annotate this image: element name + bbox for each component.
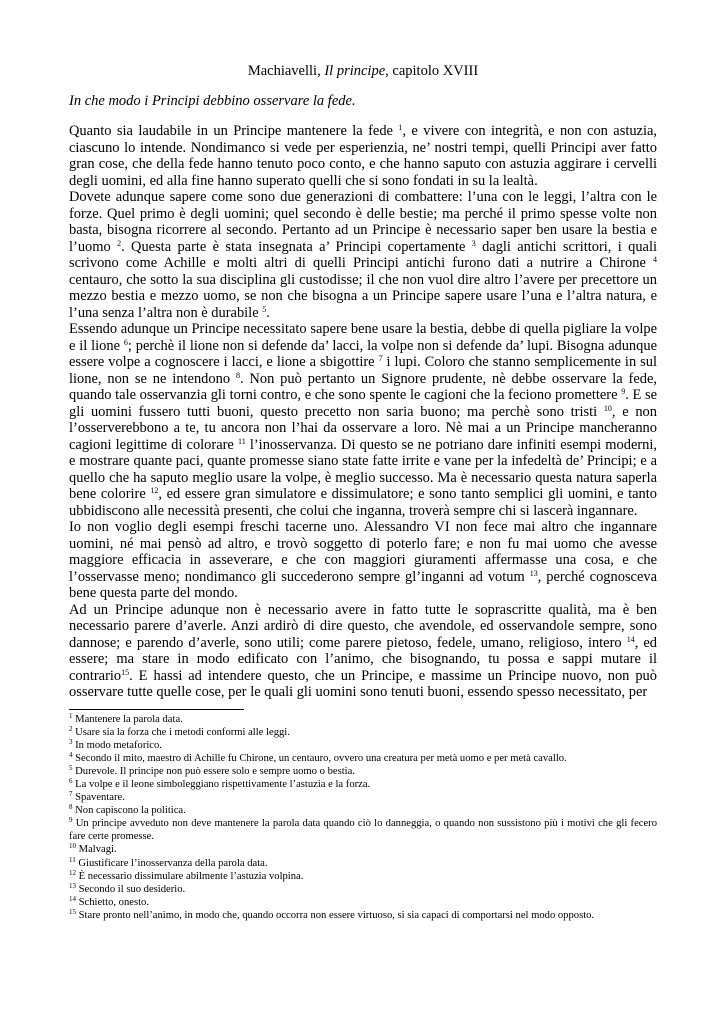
footnote-reference: 9 [621,387,626,396]
footnote-text: Malvagi. [76,844,117,856]
footnote-number: 10 [69,842,76,851]
footnote-reference: 11 [238,436,246,446]
document-page [69,62,657,922]
footnote-number: 7 [69,790,73,799]
footnote-text: Mantenere la parola data. [72,713,183,725]
paragraph [69,189,657,321]
paragraph [69,519,657,602]
title-work: Il principe [324,63,386,79]
footnote [69,752,657,765]
footnote-number: 12 [69,868,76,877]
footnote-text: Schietto, onesto. [76,896,149,908]
footnote-number: 6 [69,776,73,785]
footnote-text: Stare pronto nell’animo, in modo che, quando occorra non essere virtuoso, si sia capaci di comportarsi nel modo opposto. [76,909,595,921]
text-run: Ad un Principe adunque non è necessario avere in fatto tutte le soprascritte qualità, ma è ben necessario parere d’averle. Anzi ardirò di dire questo, che avendole, ed osservandole sempre, sono dannose; e parendo d’averle, sono utili; come parere pietoso, fedele, umano, religioso, intero [69,601,657,651]
footnote-text: Secondo il mito, maestro di Achille fu Chirone, un centauro, ovvero una creatura per metà uomo e per metà cavallo. [72,752,567,764]
footnote-reference: 14 [626,634,635,644]
footnote [69,778,657,791]
footnote-reference: 5 [262,304,267,314]
footnote-reference: 1 [398,123,403,132]
footnotes [69,713,657,923]
footnote-reference: 15 [121,667,130,677]
footnote-text: Durevole. Il principe non può essere solo e sempre uomo o bestia. [72,765,355,777]
text-run: dagli antichi scrittori, i quali scrivono come Achille e molti altri di quelli Principi antichi furono dati a nutrire a Chirone [69,238,657,271]
footnote-number: 1 [69,711,73,720]
footnote [69,857,657,870]
footnote-text: Usare sia la forza che i metodi conformi alle leggi. [72,726,290,738]
text-run: , ed essere gran simulatore e dissimulatore; e sono tanto semplici gli uomini, e tanto ubbidiscono alle necessità presenti, che colui che inganna, troverà sempre chi si lascerà ingannare. [69,486,657,519]
footnote [69,870,657,883]
footnote [69,804,657,817]
footnote-reference: 2 [117,238,122,248]
text-run: . Questa parte è stata insegnata a’ Principi copertamente [121,238,472,255]
footnote-text: La volpe e il leone simboleggiano rispettivamente l’astuzia e la forza. [72,778,371,790]
title-chapter: , capitolo XVIII [385,63,479,79]
text-run: Dovete adunque sapere come sono due generazioni di combattere: l’una con le leggi, l’altra con le forze. Quel primo è degli uomini; quel secondo è delle bestie; ma perché il primo spesse volte non basta, bisogna ricorrere al secondo. Pertanto ad un Principe è necessario saper ben usare la bestia e l’uomo [69,189,657,255]
text-run: . [266,304,270,321]
footnote-reference: 8 [235,370,240,380]
footnote [69,765,657,778]
footnote-reference: 7 [378,354,383,363]
footnote-reference: 4 [653,255,657,264]
text-run: , perché cognosceva bene questa parte del mondo. [69,568,658,601]
footnote [69,739,657,752]
footnote [69,791,657,804]
footnote-number: 2 [69,724,73,733]
footnote-number: 3 [69,737,73,746]
footnote-separator [69,709,244,710]
text-run: ; perchè il lione non si defende da’ lacci, la volpe non si defende da’ lupi. Bisogna adunque essere volpe a cognoscere i lacci, e lione a sbigottire [69,337,657,370]
footnote-reference: 6 [123,337,128,347]
text-run: , ed essere; ma stare in modo edificato con l’animo, che bisognando, tu possa e sappi mutare il contrario [69,634,657,684]
title-author: Machiavelli, [247,63,325,79]
footnote-number: 13 [69,881,76,890]
footnote-reference: 13 [529,568,538,578]
footnote [69,896,657,909]
footnote-number: 11 [69,855,76,864]
footnote-reference: 10 [603,403,612,413]
footnote-number: 15 [69,907,76,916]
text-run: , e vivere con integrità, e non con astuzia, ciascuno lo intende. Nondimanco si vede per esperienzia, ne’ nostri tempi, quelli Principi aver fatto gran cose, che della fede hanno tenuto poco conto, e che hanno saputo con astuzia aggirare i cervelli degli uomini, ed alla fine hanno superato quelli che si sono fondati in su la lealtà. [69,123,657,189]
footnote-text: In modo metaforico. [72,739,162,751]
text-run: Io non voglio degli esempi freschi tacerne uno. Alessandro VI non fece mai altro che ingannare uomini, né mai pensò ad altro, e trovò soggetto di poterlo fare; e non fu mai uomo che avesse maggiore efficacia in asseverare, e che con maggiori giuramenti affermasse una cosa, e che l’osservasse meno; nondimanco gli succederono sempre gl’inganni ad votum [69,519,657,585]
body-text [69,123,657,701]
text-run: . E se gli uomini fussero tutti buoni, questo precetto non saria buono; ma perchè sono tristi [69,387,657,420]
paragraph [69,321,657,519]
footnote-number: 4 [69,750,73,759]
chapter-subtitle: In che modo i Principi debbino osservare la fede. [69,93,356,109]
footnote-reference: 12 [150,486,159,495]
text-run: . Non può pertanto un Signore prudente, nè debbe osservare la fede, quando tale osservanzia gli torni contro, e che sono spente le cagioni che la feciono promettere [69,370,658,403]
text-run: i lupi. Coloro che stanno semplicemente in sul lione, non se ne intendono [69,354,657,387]
text-run: centauro, che sotto la sua disciplina gli custodisse; il che non vuol dire altro l’avere per precettore un mezzo bestia e mezzo uomo, se non che bisogna a un Principe sapere usare l’una e l’altra natura, e l’una senza l’altra non è durabile [69,271,657,321]
footnote-number: 9 [69,816,73,825]
footnote-text: Non capiscono la politica. [72,805,186,817]
footnote [69,713,657,726]
text-run: , e non l’osserverebbono a te, tu ancora non l’hai da osservare a loro. Nè mai a un Principe mancheranno cagioni legittime di colorare [69,403,657,453]
footnote-number: 5 [69,763,73,772]
text-run: Quanto sia laudabile in un Principe mantenere la fede [69,123,399,139]
footnote-text: È necessario dissimulare abilmente l’astuzia volpina. [76,870,304,882]
paragraph [69,123,657,189]
footnote-text: Spaventare. [72,792,125,804]
document-title [69,62,657,80]
footnote [69,726,657,739]
footnote [69,909,657,922]
text-run: l’inosservanza. Di questo se ne potriano dare infiniti esempi moderni, e mostrare quante paci, quante promesse siano state fatte irrite e vane per la infedeltà de’ Principi; e a quello che ha saputo meglio usare la volpe, è meglio successo. Ma è necessario questa natura saperla bene colorire [69,436,657,502]
footnote-number: 14 [69,894,76,903]
paragraph [69,602,657,701]
text-run: Essendo adunque un Principe necessitato sapere bene usare la bestia, debbe di quella pigliare la volpe e il lione [69,321,657,354]
footnote-number: 8 [69,803,73,812]
footnote-text: Secondo il suo desiderio. [76,883,186,895]
footnote [69,843,657,856]
footnote-text: Giustificare l’inosservanza della parola data. [75,857,268,869]
footnote [69,883,657,896]
footnote [69,817,657,843]
text-run: . E hassi ad intendere questo, che un Principe, e massime un Principe nuovo, non può osservare tutte quelle cose, per le quali gli uomini sono tenuti buoni, essendo spesso necessitato, per [69,667,657,700]
footnote-reference: 3 [471,238,476,248]
footnote-text: Un principe avveduto non deve mantenere la parola data quando ciò lo danneggia, o quando non sussistono più i motivi che gli fecero fare certe promesse. [69,818,657,843]
